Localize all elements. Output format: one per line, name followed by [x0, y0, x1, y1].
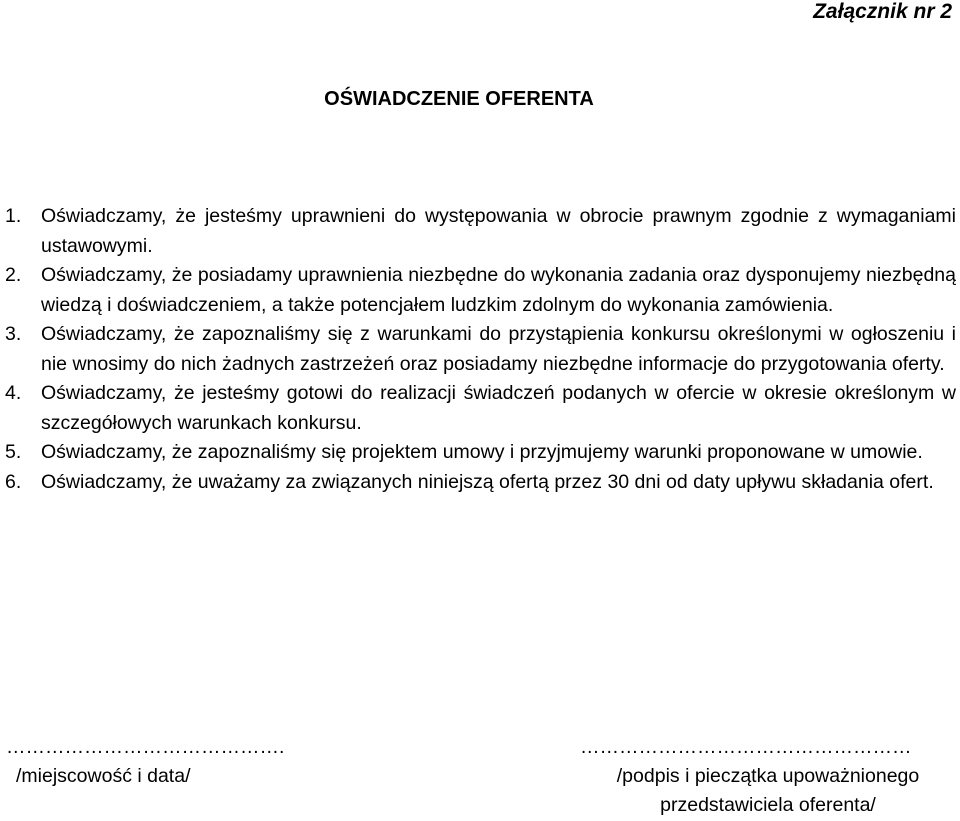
signature-label-line2: przedstawiciela oferenta/: [660, 794, 876, 816]
document-title: OŚWIADCZENIE OFERENTA: [324, 88, 594, 110]
item-text: Oświadczamy, że jesteśmy gotowi do realizacji świadczeń podanych w ofercie w okresie określonym w szczegółowych warunkach konkursu.: [41, 382, 956, 434]
list-item: [5, 438, 956, 468]
item-number: 6.: [5, 470, 22, 493]
list-item: [5, 468, 956, 498]
item-text: Oświadczamy, że uważamy za związanych niniejszą ofertą przez 30 dni od daty upływu składania ofert.: [41, 470, 934, 493]
list-item: [5, 320, 956, 379]
item-text: Oświadczamy, że jesteśmy uprawnieni do występowania w obrocie prawnym zgodnie z wymaganiami ustawowymi.: [41, 205, 956, 257]
item-text: Oświadczamy, że zapoznaliśmy się z warunkami do przystąpienia konkursu określonymi w ogłoszeniu i nie wnosimy do nich żadnych zastrzeżeń oraz posiadamy niezbędne informacje do przygotowania oferty.: [41, 323, 956, 375]
signature-dots: ……………………………………………: [580, 736, 912, 758]
item-text: Oświadczamy, że zapoznaliśmy się projektem umowy i przyjmujemy warunki proponowane w umowie.: [41, 441, 923, 463]
place-date-block: [6, 733, 306, 791]
annex-label: Załącznik nr 2: [813, 0, 952, 23]
list-item: [5, 379, 956, 438]
item-number: 3.: [5, 323, 22, 345]
item-text: Oświadczamy, że posiadamy uprawnienia niezbędne do wykonania zadania oraz dysponujemy niezbędną wiedzą i doświadczeniem, a także potencjałem ludzkim zdolnym do wykonania zamówienia.: [41, 264, 956, 316]
declaration-list: [5, 202, 956, 497]
list-item: [5, 261, 956, 320]
item-number: 5.: [5, 441, 22, 463]
list-item: [5, 202, 956, 261]
item-number: 1.: [5, 205, 22, 227]
item-number: 2.: [5, 264, 22, 286]
place-date-label: /miejscowość i data/: [16, 765, 191, 787]
signature-label-line1: /podpis i pieczątka upoważnionego: [616, 765, 920, 787]
item-number: 4.: [5, 382, 22, 404]
signature-block: [580, 733, 956, 820]
place-date-dots: …………………………………….: [6, 736, 285, 758]
